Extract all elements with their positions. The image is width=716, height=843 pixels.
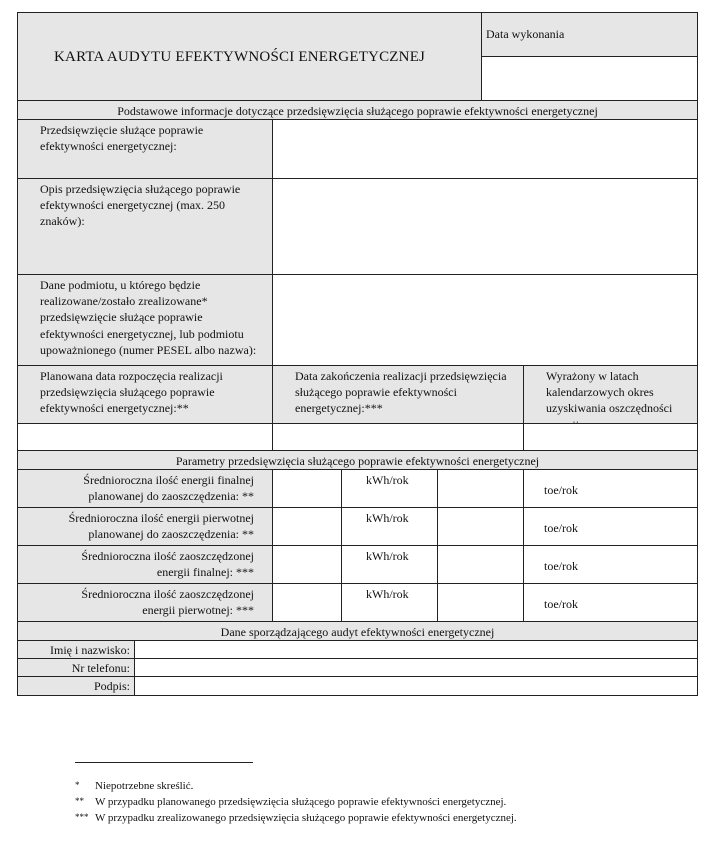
param-row-4-kwh-unit: kWh/rok: [341, 583, 438, 622]
footnote-1: [75, 780, 193, 794]
param-row-1-label: Średnioroczna ilość energii finalnej planowanej do zaoszczędzenia: **: [17, 469, 273, 508]
footnote-1-mark: *: [75, 780, 80, 790]
auditor-phone-field[interactable]: [134, 658, 698, 677]
param-row-2-toe-unit: toe/rok: [523, 507, 698, 546]
entity-field[interactable]: [272, 274, 698, 366]
entity-label: Dane podmiotu, u którego będzie realizowane/zostało zrealizowane* przedsięwzięcie służące poprawie efektywności energetycznej, lub podmiotu upoważnionego (numer PESEL albo nazwa):: [17, 274, 273, 366]
param-row-1-toe-unit: toe/rok: [523, 469, 698, 508]
date-label-cell: [481, 12, 698, 57]
footnote-1-text: Niepotrzebne skreślić.: [95, 780, 194, 792]
param-row-2-kwh-unit: kWh/rok: [341, 507, 438, 546]
form-title: KARTA AUDYTU EFEKTYWNOŚCI ENERGETYCZNEJ: [54, 49, 426, 65]
auditor-name-label: Imię i nazwisko:: [17, 640, 135, 659]
auditor-name-field[interactable]: [134, 640, 698, 659]
auditor-signature-field[interactable]: [134, 676, 698, 696]
footnote-2-mark: **: [75, 796, 84, 806]
auditor-signature-label: Podpis:: [17, 676, 135, 696]
param-row-1-kwh-field[interactable]: [272, 469, 342, 508]
footnote-separator: [75, 762, 253, 763]
param-row-4-kwh-field[interactable]: [272, 583, 342, 622]
project-field[interactable]: [272, 119, 698, 179]
param-row-4-toe-unit: toe/rok: [523, 583, 698, 622]
footnote-3-text: W przypadku zrealizowanego przedsięwzięcia służącego poprawie efektywności energetycznej.: [95, 812, 517, 824]
period-field[interactable]: [523, 423, 698, 451]
period-label: Wyrażony w latach kalendarzowych okres uzyskiwania oszczędności: [523, 365, 698, 424]
description-field[interactable]: [272, 178, 698, 275]
parameters-heading: Parametry przedsięwzięcia służącego poprawie efektywności energetycznej: [17, 450, 698, 470]
param-row-2-toe-field[interactable]: [437, 507, 524, 546]
param-row-3-kwh-field[interactable]: [272, 545, 342, 584]
param-row-1-toe-field[interactable]: [437, 469, 524, 508]
audit-card-form: [17, 12, 698, 696]
date-label: Data wykonania: [486, 27, 565, 41]
param-row-3-label: Średnioroczna ilość zaoszczędzonej energii finalnej: ***: [17, 545, 273, 584]
footnote-3: [75, 812, 517, 826]
param-row-4-label: Średnioroczna ilość zaoszczędzonej energii pierwotnej: ***: [17, 583, 273, 622]
start-date-field[interactable]: [17, 423, 273, 451]
param-row-2-label: Średnioroczna ilość energii pierwotnej planowanej do zaoszczędzenia: **: [17, 507, 273, 546]
footnote-3-mark: ***: [75, 812, 89, 822]
title-cell: [17, 12, 482, 101]
start-date-label: Planowana data rozpoczęcia realizacji przedsięwzięcia służącego poprawie efektywności energetycznej:**: [17, 365, 273, 424]
auditor-phone-label: Nr telefonu:: [17, 658, 135, 677]
auditor-heading: Dane sporządzającego audyt efektywności energetycznej: [17, 621, 698, 641]
param-row-3-toe-unit: toe/rok: [523, 545, 698, 584]
date-field[interactable]: [481, 56, 698, 101]
basic-info-heading: Podstawowe informacje dotyczące przedsięwzięcia służącego poprawie efektywności energetycznej: [17, 100, 698, 120]
end-date-field[interactable]: [272, 423, 524, 451]
param-row-3-kwh-unit: kWh/rok: [341, 545, 438, 584]
end-date-label: Data zakończenia realizacji przedsięwzięcia służącego poprawie efektywności energetycznej:***: [272, 365, 524, 424]
param-row-3-toe-field[interactable]: [437, 545, 524, 584]
param-row-1-kwh-unit: kWh/rok: [341, 469, 438, 508]
project-label: Przedsięwzięcie służące poprawie efektywności energetycznej:: [17, 119, 273, 179]
param-row-4-toe-field[interactable]: [437, 583, 524, 622]
footnote-2: [75, 796, 506, 810]
param-row-2-kwh-field[interactable]: [272, 507, 342, 546]
description-label: Opis przedsięwzięcia służącego poprawie efektywności energetycznej (max. 250 znaków):: [17, 178, 273, 275]
footnote-2-text: W przypadku planowanego przedsięwzięcia służącego poprawie efektywności energetycznej.: [95, 796, 507, 808]
